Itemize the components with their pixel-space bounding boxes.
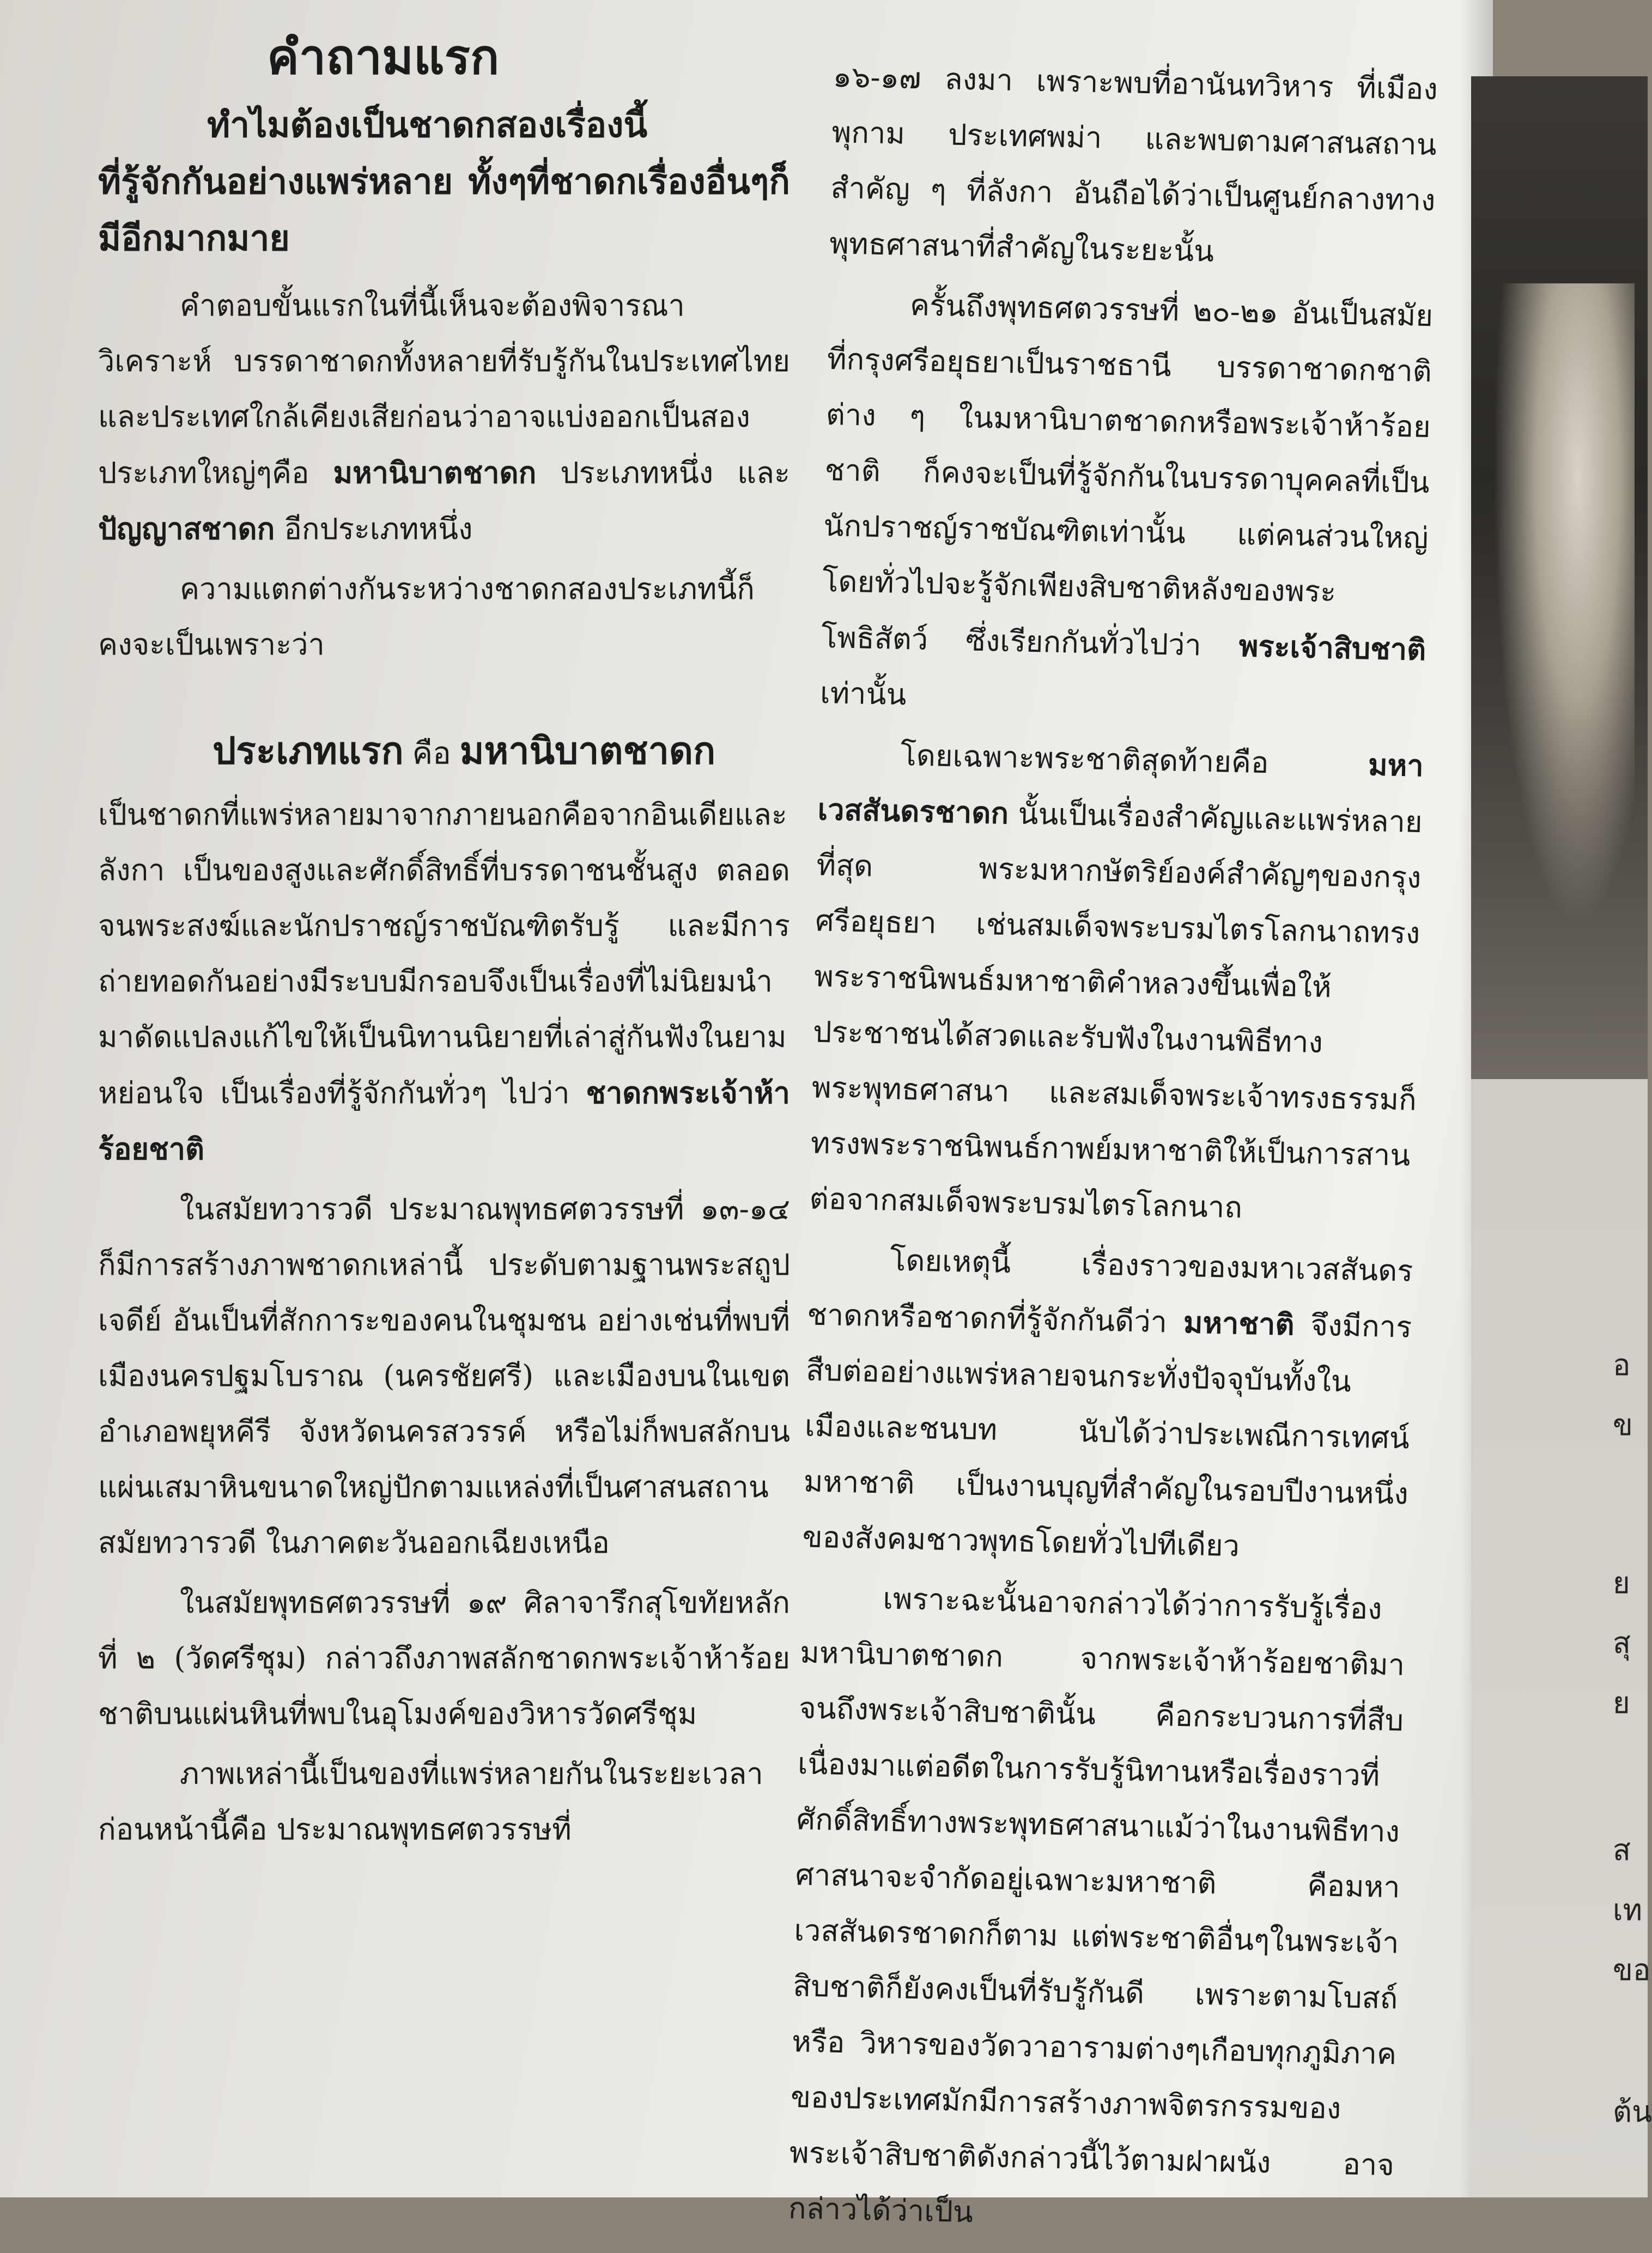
paragraph-answer [98, 278, 790, 557]
paragraph-text: นั้นเป็นเรื่องสำคัญและแพร่หลายที่สุด พระมหากษัตริย์องค์สำคัญๆของกรุงศรีอยุธยา เช่นสมเด็จพระบรมไตรโลกนาถทรงพระราชนิพนธ์มหาชาติคำหลวงขึ้นเพื่อให้ประชาชนได้สวดและรับฟังในงานพิธีทางพระพุทธศาสนา และสมเด็จพระเจ้าทรงธรรมก็ทรงพระราชนิพนธ์กาพย์มหาชาติให้เป็นการสานต่อจากสมเด็จพระบรมไตรโลกนาถ [809, 796, 1423, 1225]
edge-fragment: อ [1613, 1348, 1631, 1382]
edge-fragment: เท [1613, 1893, 1643, 1927]
question-line-1: ทำไมต้องเป็นชาดกสองเรื่องนี้ [207, 105, 648, 146]
edge-fragment: ต้น [1613, 2094, 1652, 2129]
paragraph-earlier-period: ภาพเหล่านี้เป็นของที่แพร่หลายกันในระยะเวลาก่อนหน้านี้คือ ประมาณพุทธศตวรรษที่ [98, 1757, 763, 1846]
term-mahachat: มหาชาติ [1183, 1304, 1295, 1342]
edge-fragment: ส [1613, 1833, 1631, 1867]
paragraph-text: เป็นชาดกที่แพร่หลายมาจากภายนอกคือจากอินเดียและลังกา เป็นของสูงและศักดิ์สิทธิ์ที่บรรดาชนชั้นสูง ตลอดจนพระสงฆ์และนักปราชญ์ราชบัณฑิตรับรู้ และมีการถ่ายทอดกันอย่างมีระบบมีกรอบจึงเป็นเรื่องที่ไม่นิยมนำมาดัดแปลงแก้ไขให้เป็นนิทานนิยายที่เล่าสู่กันฟังในยามหย่อนใจ เป็นเรื่องที่รู้จักกันทั่วๆ ไปว่า [98, 797, 790, 1110]
paragraph-conclusion: เพราะฉะนั้นอาจกล่าวได้ว่าการรับรู้เรื่องมหานิบาตชาดก จากพระเจ้าห้าร้อยชาติมาจนถึงพระเจ้าสิบชาตินั้น คือกระบวนการที่สืบเนื่องมาแต่อดีตในการรับรู้นิทานหรือเรื่องราวที่ศักดิ์สิทธิ์ทางพระพุทธศาสนาแม้ว่าในงานพิธีทางศาสนาจะจำกัดอยู่เฉพาะมหาชาติ คือมหาเวสสันดรชาดกก็ตาม แต่พระชาติอื่นๆในพระเจ้าสิบชาติก็ยังคงเป็นที่รับรู้กันดี เพราะตามโบสถ์ หรือ วิหารของวัดวาอารามต่างๆเกือบทุกภูมิภาคของประเทศมักมีการสร้างภาพจิตรกรรมของพระเจ้าสิบชาติดังกล่าวนี้ไว้ตามฝาผนัง อาจกล่าวได้ว่าเป็น [788, 1581, 1405, 2230]
edge-fragment: ขอ [1613, 1953, 1651, 1987]
paragraph-text: จึงมีการสืบต่ออย่างแพร่หลายจนกระทั่งปัจจุบันทั้งในเมืองและชนบท นับได้ว่าประเพณีการเทศน์มหาชาติ เป็นงานบุญที่สำคัญในรอบปีงานหนึ่งของสังคมชาวพุทธโดยทั่วไปทีเดียว [802, 1307, 1412, 1564]
paragraph-dvaravati: ในสมัยทวารวดี ประมาณพุทธศตวรรษที่ ๑๓-๑๔ ก็มีการสร้างภาพชาดกเหล่านี้ ประดับตามฐานพระสถูปเจดีย์ อันเป็นที่สักการะของคนในชุมชน อย่างเช่นที่พบที่เมืองนครปฐมโบราณ (นครชัยศรี) และเมืองบนในเขตอำเภอพยุหคีรี จังหวัดนครสวรรค์ หรือไม่ก็พบสลักบนแผ่นเสมาหินขนาดใหญ่ปักตามแหล่งที่เป็นศาสนสถานสมัยทวารวดี ในภาคตะวันออกเฉียงเหนือ [98, 1192, 790, 1560]
paragraph-text: ครั้นถึงพุทธศตวรรษที่ ๒๐-๒๑ อันเป็นสมัยที่กรุงศรีอยุธยาเป็นราชธานี บรรดาชาดกชาติต่าง ๆ ในมหานิบาตชาดกหรือพระเจ้าห้าร้อยชาติ ก็คงจะเป็นที่รู้จักกันในบรรดาบุคคลที่เป็นนักปราชญ์ราชบัณฑิตเท่านั้น แต่คนส่วนใหญ่โดยทั่วไปจะรู้จักเพียงสิบชาติหลังของพระโพธิสัตว์ ซึ่งเรียกกันทั่วไปว่า [821, 288, 1434, 663]
paragraph-difference: ความแตกต่างกันระหว่างชาดกสองประเภทนี้ก็คงจะเป็นเพราะว่า [98, 572, 755, 662]
section-heading-term: มหานิบาตชาดก [459, 730, 716, 773]
right-column [788, 49, 1438, 2253]
paragraph-text: เท่านั้น [819, 675, 907, 712]
section-heading [212, 722, 790, 784]
edge-fragment: ย [1613, 1566, 1630, 1600]
paragraph-mahachat [802, 1231, 1414, 1578]
section-heading-separator: คือ [412, 736, 451, 771]
paragraph-vessantara [809, 725, 1424, 1239]
term-500-lives: ชาดกพระเจ้าห้าร้อยชาติ [98, 1075, 791, 1166]
term-panyas: ปัญญาสชาดก [98, 511, 275, 546]
paragraph-text: อีกประเภทหนึ่ง [284, 512, 473, 546]
section-heading-label: ประเภทแรก [212, 730, 404, 773]
term-mahanibat: มหานิบาตชาดก [333, 455, 537, 490]
paragraph-text: คำตอบขั้นแรกในที่นี้เห็นจะต้องพิจารณาวิเคราะห์ บรรดาชาดกทั้งหลายที่รับรู้กันในประเทศไทยและประเทศใกล้เคียงเสียก่อนว่าอาจแบ่งออกเป็นสองประเภทใหญ่ๆคือ [98, 288, 790, 490]
paragraph-ayutthaya [819, 276, 1434, 734]
edge-fragment: ย [1613, 1686, 1630, 1720]
edge-fragment: สุ [1613, 1626, 1631, 1660]
paragraph-pagan: ๑๖-๑๗ ลงมา เพราะพบที่อานันทวิหาร ที่เมืองพุกาม ประเทศพม่า และพบตามศาสนสถานสำคัญ ๆ ที่ลังกา อันถือได้ว่าเป็นศูนย์กลางทางพุทธศาสนาที่สำคัญในระยะนั้น [829, 59, 1438, 269]
page-title: คำถามแรก [267, 29, 500, 85]
paragraph-text: ประเภทหนึ่ง และ [560, 456, 791, 490]
paragraph-text: โดยเหตุนี้ เรื่องราวของมหาเวสสันดรชาดกหรือชาดกที่รู้จักกันดีว่า [806, 1243, 1413, 1340]
paragraph-sukhothai: ในสมัยพุทธศตวรรษที่ ๑๙ ศิลาจารึกสุโขทัยหลักที่ ๒ (วัดศรีชุม) กล่าวถึงภาพสลักชาดกพระเจ้าห้าร้อยชาติบนแผ่นหินที่พบในอุโมงค์ของวิหารวัดศรีชุม [98, 1585, 790, 1731]
adjacent-page-text-fragments [1613, 1335, 1652, 2142]
term-vessantara: มหาเวสสันดรชาดก [817, 747, 1424, 831]
term-ten-lives: พระเจ้าสิบชาติ [1238, 628, 1426, 668]
question-line-rest: ที่รู้จักกันอย่างแพร่หลาย ทั้งๆที่ชาดกเรื่องอื่นๆก็มีอีกมากมาย [98, 162, 790, 259]
paragraph-first-type [98, 787, 790, 1177]
paragraph-text: โดยเฉพาะพระชาติสุดท้ายคือ [900, 737, 1270, 780]
question-heading [98, 97, 790, 267]
edge-fragment: ข [1613, 1408, 1633, 1442]
dancer-figure [1493, 283, 1635, 926]
left-column [98, 22, 790, 1862]
